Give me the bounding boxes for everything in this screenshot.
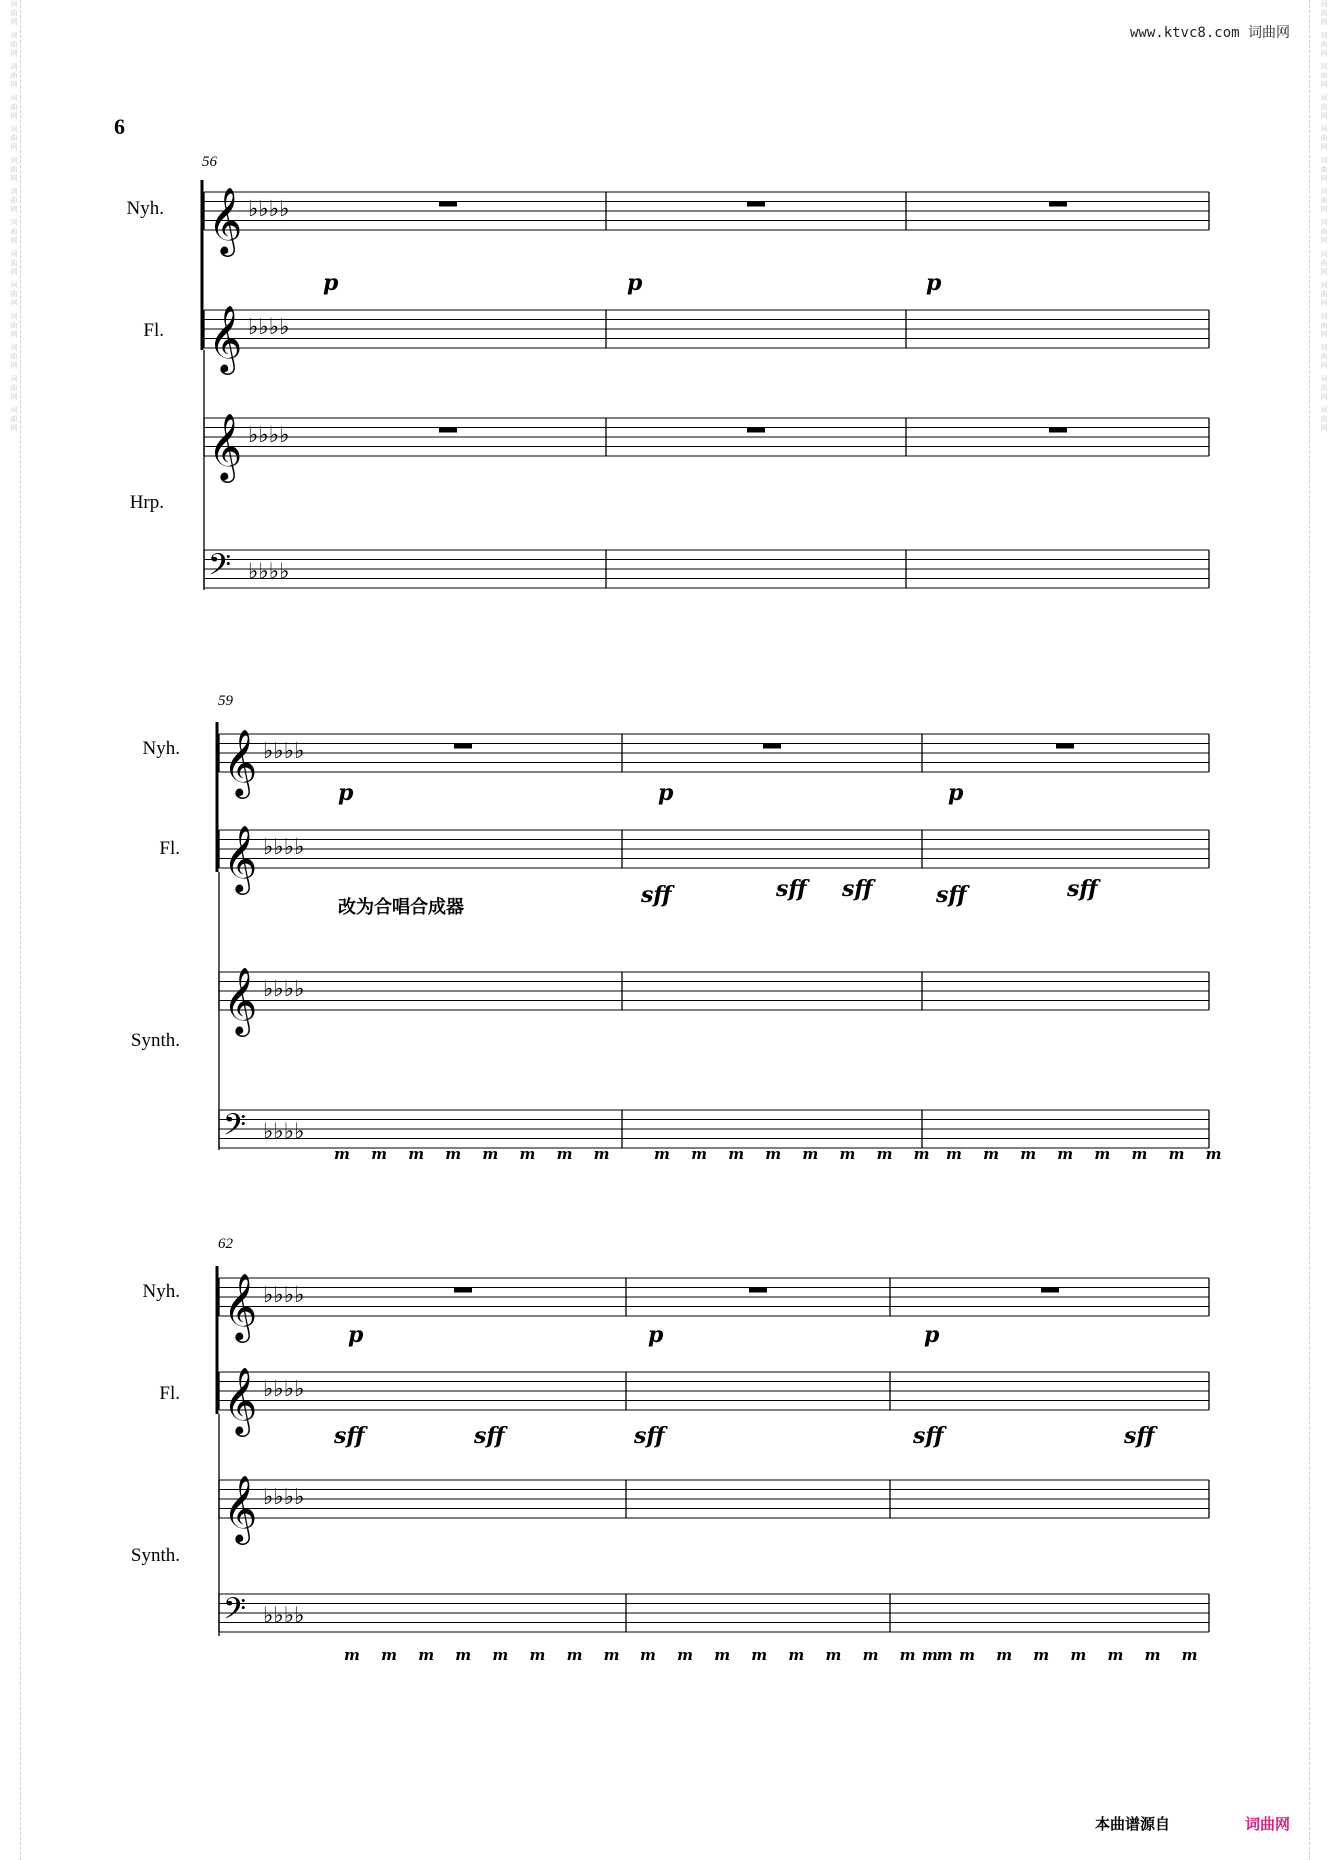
m-marks: m m m m m m m m m <box>640 1646 953 1664</box>
treble-clef-icon: 𝄞 <box>223 1272 258 1340</box>
treble-clef-icon: 𝄞 <box>208 304 243 372</box>
instrument-label-nyh: Nyh. <box>142 1281 180 1302</box>
site-url[interactable]: www.ktvc8.com 词曲网 <box>1129 25 1290 41</box>
key-signature-icon: ♭♭♭♭ <box>248 559 290 585</box>
side-watermark-left: 词曲网 词曲网 词曲网 词曲网 词曲网 词曲网 词曲网 词曲网 词曲网 词曲网 词曲网 词曲网 词曲网 词曲网 <box>0 0 21 1860</box>
dynamic-mark: p <box>323 270 339 296</box>
m-marks: m m m m m m m m <box>334 1145 610 1163</box>
whole-rest <box>439 202 457 207</box>
whole-rest <box>749 1288 767 1293</box>
dynamic-mark: p <box>926 270 942 296</box>
instrument-label-fl: Fl. <box>159 1383 180 1404</box>
dynamic-mark: p <box>924 1322 940 1348</box>
measure-number: 62 <box>218 1236 233 1252</box>
dynamic-mark: p <box>658 780 674 806</box>
treble-clef-icon: 𝄞 <box>208 412 243 480</box>
whole-rest <box>454 744 472 749</box>
treble-clef-icon: 𝄞 <box>223 1474 258 1542</box>
key-signature-icon: ♭♭♭♭ <box>263 1119 305 1145</box>
instrument-label-synth: Synth. <box>130 1030 180 1051</box>
key-signature-icon: ♭♭♭♭ <box>263 1282 305 1308</box>
side-watermark-right: 词曲网 词曲网 词曲网 词曲网 词曲网 词曲网 词曲网 词曲网 词曲网 词曲网 词曲网 词曲网 词曲网 词曲网 <box>1309 0 1330 1860</box>
dynamic-mark: sff <box>776 876 807 902</box>
dynamic-mark: p <box>627 270 643 296</box>
dynamic-mark: sff <box>936 882 967 908</box>
m-marks: m m m m m m m m <box>922 1646 1198 1664</box>
page-number: 6 <box>114 114 125 139</box>
dynamic-mark: p <box>348 1322 364 1348</box>
dynamic-mark: p <box>948 780 964 806</box>
dynamic-mark: p <box>648 1322 664 1348</box>
dynamic-mark: sff <box>1124 1423 1155 1449</box>
treble-clef-icon: 𝄞 <box>223 1366 258 1434</box>
dynamic-mark: p <box>338 780 354 806</box>
treble-clef-icon: 𝄞 <box>223 728 258 796</box>
dynamic-mark: sff <box>842 876 873 902</box>
key-signature-icon: ♭♭♭♭ <box>248 314 290 340</box>
dynamic-mark: sff <box>334 1423 365 1449</box>
instrument-label-hrp: Hrp. <box>129 492 164 513</box>
bass-clef-icon: 𝄢 <box>223 1592 247 1634</box>
bass-clef-icon: 𝄢 <box>208 548 232 590</box>
m-marks: m m m m m m m m <box>344 1646 620 1664</box>
whole-rest <box>747 428 765 433</box>
instrument-label-fl: Fl. <box>143 320 164 341</box>
instrument-label-nyh: Nyh. <box>142 738 180 759</box>
m-marks: m m m m m m m m <box>654 1145 930 1163</box>
dynamic-mark: sff <box>474 1423 505 1449</box>
treble-clef-icon: 𝄞 <box>223 966 258 1034</box>
treble-clef-icon: 𝄞 <box>223 824 258 892</box>
key-signature-icon: ♭♭♭♭ <box>263 834 305 860</box>
dynamic-mark: sff <box>641 882 672 908</box>
key-signature-icon: ♭♭♭♭ <box>263 1484 305 1510</box>
whole-rest <box>1049 428 1067 433</box>
whole-rest <box>1049 202 1067 207</box>
key-signature-icon: ♭♭♭♭ <box>248 422 290 448</box>
measure-number: 56 <box>202 154 217 170</box>
whole-rest <box>439 428 457 433</box>
whole-rest <box>1056 744 1074 749</box>
whole-rest <box>454 1288 472 1293</box>
treble-clef-icon: 𝄞 <box>208 186 243 254</box>
measure-number: 59 <box>218 693 233 709</box>
m-marks: m m m m m m m m <box>946 1145 1222 1163</box>
dynamic-mark: sff <box>1067 876 1098 902</box>
instrument-label-synth: Synth. <box>130 1545 180 1566</box>
performance-note: 改为合唱合成器 <box>338 897 464 918</box>
instrument-label-nyh: Nyh. <box>126 198 164 219</box>
key-signature-icon: ♭♭♭♭ <box>263 738 305 764</box>
whole-rest <box>763 744 781 749</box>
key-signature-icon: ♭♭♭♭ <box>263 976 305 1002</box>
key-signature-icon: ♭♭♭♭ <box>263 1376 305 1402</box>
dynamic-mark: sff <box>913 1423 944 1449</box>
whole-rest <box>1041 1288 1059 1293</box>
key-signature-icon: ♭♭♭♭ <box>248 196 290 222</box>
whole-rest <box>747 202 765 207</box>
instrument-label-fl: Fl. <box>159 838 180 859</box>
key-signature-icon: ♭♭♭♭ <box>263 1603 305 1629</box>
footer-brand-link[interactable]: 词曲网 <box>1244 1815 1290 1833</box>
footer-source: 本曲谱源自 <box>1094 1815 1170 1833</box>
dynamic-mark: sff <box>634 1423 665 1449</box>
bass-clef-icon: 𝄢 <box>223 1108 247 1150</box>
